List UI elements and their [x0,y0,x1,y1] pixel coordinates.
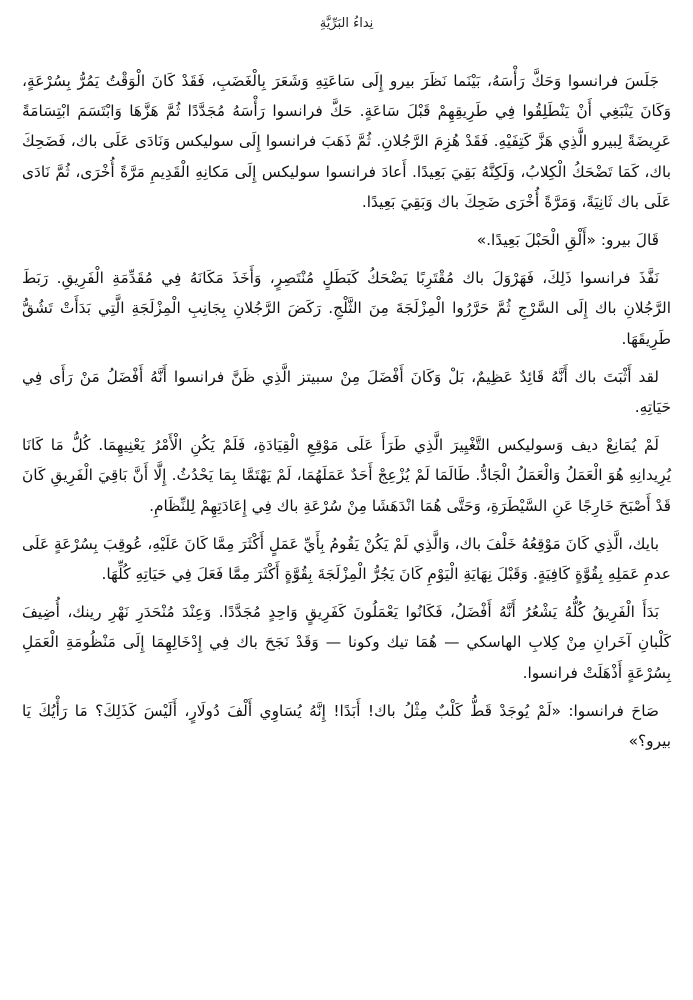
paragraph-7: بَدَأَ الْفَرِيقُ كُلُّهُ يَشْعُرُ أَنَّهُ أَفْضَلُ، فَكَانُوا يَعْمَلُونَ كَفَرِيقٍ وَاحِدٍ مُجَدَّدًا. وَعِنْدَ مُنْحَدَرِ نَهْرِ رينك، أُضِيفَ كَلْبانِ آخَرانِ مِنْ كِلابِ الهاسكي — هُمَا تيك وكونا — وَقَدْ نَجَحَ باك فِي إِدْخَالِهِمَا إِلَى مَنْظُومَةِ الْعَمَلِ بِسُرْعَةٍ أَذْهَلَتْ فرانسوا. [22,603,671,682]
paragraph-6: بايك، الَّذِي كَانَ مَوْقِعُهُ خَلْفَ باك، وَالَّذِي لَمْ يَكُنْ يَقُومُ بِأَيِّ عَمَلٍ أَكْثَرَ مِمَّا كَانَ عَلَيْهِ، عُوقِبَ بِسُرْعَةٍ عَلَى عدمِ عَمَلِهِ بِقُوَّةٍ كَافِيَةٍ. وَقَبْلَ نِهَايَةِ الْيَوْمِ كَانَ يَجُرُّ الْمِزْلَجَةَ بِقُوَّةٍ أَكْثَرَ مِمَّا فَعَلَ فِي حَيَاتِهِ كُلِّهَا. [22,534,671,584]
paragraph-8: صَاحَ فرانسوا: «لَمْ يُوجَدْ قَطُّ كَلْبٌ مِثْلُ باك! أَبَدًا! إِنَّهُ يُسَاوِي أَلْفَ دُولَارٍ، أَلَيْسَ كَذَلِكَ؟ مَا رَأْيُكَ يَا بيرو؟» [22,701,671,751]
paragraph-3: نَفَّذَ فرانسوا ذَلِكَ، فَهَرْوَلَ باك مُقْتَرِبًا يَضْحَكُ كَبَطَلٍ مُنْتَصِرٍ، وَأَخَذَ مَكَانَهُ فِي مُقَدِّمَةِ الْفَرِيقِ. رَبَطَ الرَّجُلانِ باك إِلَى السَّرْجِ ثُمَّ حَرَّرُوا الْمِزْلَجَةَ مِنَ الثَّلْجِ. رَكَضَ الرَّجُلانِ بِجَانِبِ الْمِزْلَجَةِ الَّتِي بَدَأَتْ تَشُقُّ طَرِيقَهَا. [22,269,671,348]
paragraph-2: قَالَ بيرو: «أَلْقِ الْحَبْلَ بَعِيدًا.» [476,231,659,250]
paragraph-5: لَمْ يُمَانِعْ ديف وَسوليكس التَّغْيِيرَ الَّذِي طَرَأَ عَلَى مَوْقِعِ الْقِيَادَةِ، فَلَمْ يَكُنِ الْأَمْرُ يَعْنِيهِمَا. كُلُّ مَا كَانَا يُرِيدانِهِ هُوَ الْعَمَلُ وَالْعَمَلُ الْجَادُّ. طَالَمَا لَمْ يُزْعِجْ أَحَدٌ عَمَلَهُمَا، لَمْ يَهْتَمَّا بِمَا يَحْدُثُ. إِلَّا أَنَّ بَاقِيَ الْفَرِيقِ كَانَ قَدْ أَصْبَحَ خَارِجًا عَنِ السَّيْطَرَةِ، وَحَتَّى هُمَا انْدَهَشَا مِنْ سُرْعَةِ باك فِي إِعَادَتِهِمْ لِلنِّظَامِ. [22,436,671,515]
paragraph-1: جَلَسَ فرانسوا وَحَكَّ رَأْسَهُ، بَيْنَما نَظَرَ بيرو إِلَى سَاعَتِهِ وَشَعَرَ بِالْغَضَبِ، فَقَدْ كَانَ الْوَقْتُ يَمُرُّ بِسُرْعَةٍ، وَكَانَ يَنْبَغِي أَنْ يَنْطَلِقُوا فِي طَرِيقِهِمْ قَبْلَ سَاعَةٍ. حَكَّ فرانسوا رَأْسَهُ مُجَدَّدًا ثُمَّ هَزَّهَا وَابْتَسَمَ ابْتِسَامَةً عَرِيضَةً لِبيرو الَّذِي هَزَّ كَتِفَيْهِ. فَقَدْ هُزِمَ الرَّجُلانِ. ثُمَّ ذَهَبَ فرانسوا إِلَى سوليكس وَنَادَى عَلَى باك، فَضَحِكَ باك، كَمَا تَضْحَكُ الْكِلابُ، وَلَكِنَّهُ بَقِيَ بَعِيدًا. أَعادَ فرانسوا سوليكس إِلَى مَكانِهِ الْقَدِيمِ مَرَّةً أُخْرَى، ثُمَّ نَادَى عَلَى باك ثَانِيَةً، وَمَرَّةً أُخْرَى ضَحِكَ باك وَبَقِيَ بَعِيدًا. [22,72,671,211]
body-text [22,66,671,756]
paragraph-4: لقد أَثْبَتَ باك أَنَّهُ قَائِدٌ عَظِيمٌ، بَلْ وَكَانَ أَفْضَلَ مِنْ سبيتز الَّذِي ظَنَّ فرانسوا أَنَّهُ أَفْضَلُ مَنْ رَأَى فِي حَيَاتِهِ. [22,367,671,417]
running-header: نِداءُ البَرِّيَّةِ [319,16,374,31]
